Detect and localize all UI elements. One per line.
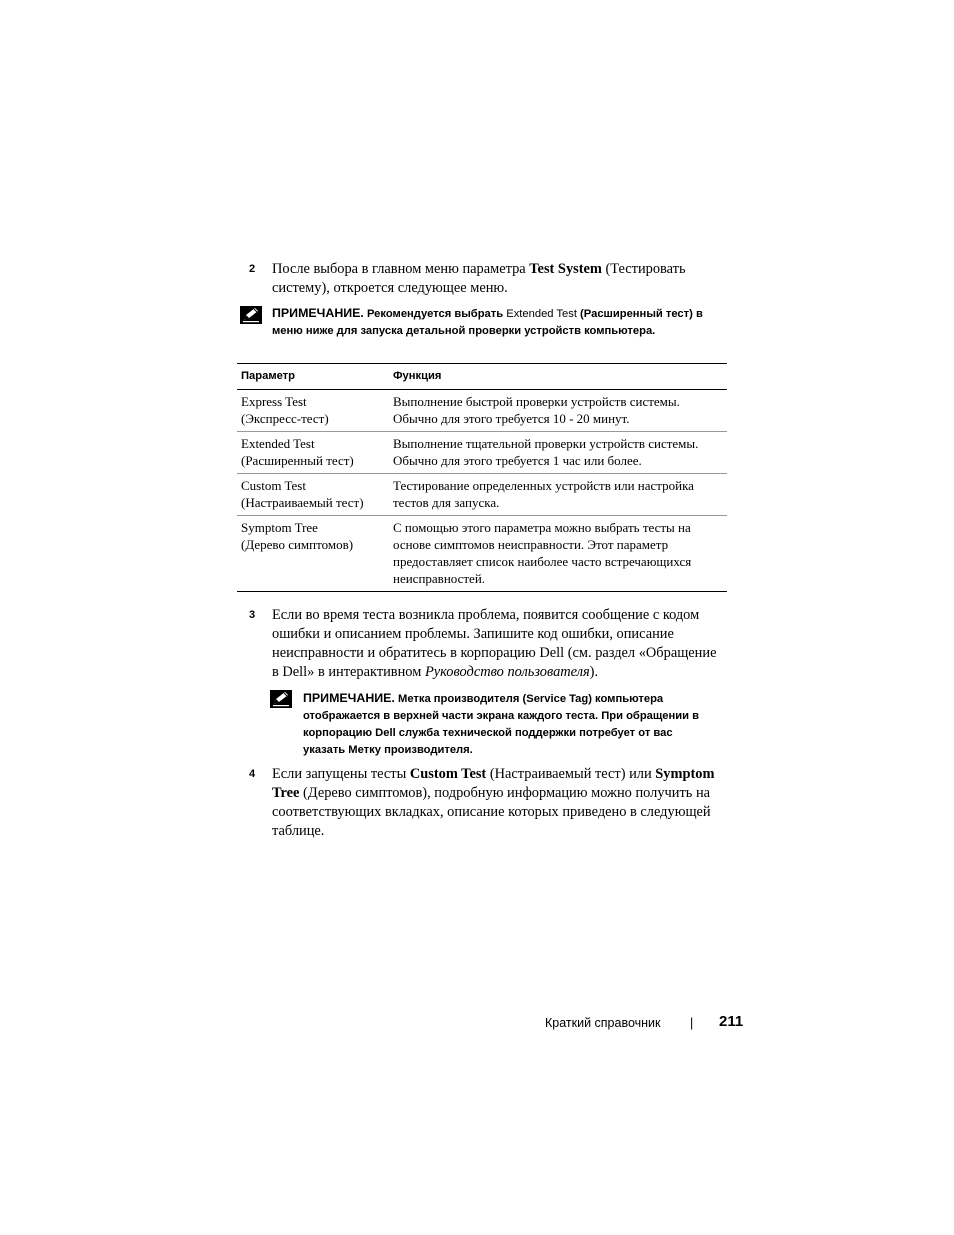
table-row	[237, 516, 727, 592]
page-number: 211	[719, 1013, 744, 1030]
function-cell	[389, 474, 727, 516]
text-line	[272, 625, 716, 644]
parameter-cell	[237, 474, 389, 516]
function-cell	[389, 432, 727, 474]
cell-line: Обычно для этого требуется 10 - 20 минут.	[393, 411, 630, 426]
text-line	[272, 644, 716, 663]
step-text	[272, 260, 686, 298]
table-row	[237, 474, 727, 516]
cell-line: предоставляет список наиболее часто встречающихся	[393, 554, 692, 569]
note-label: ПРИМЕЧАНИЕ.	[272, 306, 364, 320]
text-line	[272, 606, 716, 625]
function-cell	[389, 390, 727, 432]
text-line	[303, 725, 699, 742]
text-run: корпорацию Dell служба технической поддержки потребует от вас	[303, 727, 673, 739]
text-run: систему), откроется следующее меню.	[272, 280, 508, 296]
cell-line: Выполнение тщательной проверки устройств системы.	[393, 436, 699, 451]
cell-line: (Расширенный тест)	[241, 453, 354, 468]
cell-line: Тестирование определенных устройств или настройка	[393, 478, 694, 493]
cell-line: С помощью этого параметра можно выбрать тесты на	[393, 520, 691, 535]
cell-line: (Настраиваемый тест)	[241, 495, 364, 510]
parameter-table	[237, 363, 727, 592]
cell-line: (Экспресс-тест)	[241, 411, 329, 426]
text-run: меню ниже для запуска детальной проверки устройств компьютера.	[272, 325, 656, 337]
text-run: После выбора в главном меню параметра	[272, 261, 530, 277]
step-number: 2	[249, 263, 256, 275]
text-line	[272, 765, 714, 784]
cell-line: неисправностей.	[393, 571, 486, 586]
cell-line: Extended Test	[241, 436, 315, 451]
note-text	[303, 690, 699, 759]
cell-line: основе симптомов неисправности. Этот параметр	[393, 537, 669, 552]
step-number: 3	[249, 609, 256, 621]
text-line	[272, 305, 703, 323]
cell-line: Обычно для этого требуется 1 час или более.	[393, 453, 642, 468]
text-line	[272, 663, 716, 682]
parameter-cell	[237, 390, 389, 432]
note-pencil-icon	[270, 690, 292, 708]
table-header-function: Функция	[393, 370, 442, 382]
text-line	[272, 784, 714, 803]
bold-term: Custom Test	[409, 766, 487, 782]
bold-term: Symptom	[655, 766, 715, 782]
text-run: соответствующих вкладках, описание которых приведено в следующей	[272, 804, 711, 820]
text-run: таблице.	[272, 823, 325, 839]
text-line	[303, 708, 699, 725]
step-text	[272, 765, 714, 841]
parameter-cell	[237, 516, 389, 592]
note-text	[272, 305, 703, 340]
cell-line: Symptom Tree	[241, 520, 318, 535]
footer-section-title: Краткий справочник	[545, 1016, 661, 1030]
text-run: неисправности и обратитесь в корпорацию Dell (см. раздел «Обращение	[272, 645, 717, 661]
italic-term: Руководство пользователя	[424, 664, 590, 680]
text-run: (Расширенный тест) в	[576, 308, 703, 320]
text-run: ).	[589, 664, 599, 680]
function-cell	[389, 516, 727, 592]
text-run: отображается в верхней части экрана каждого теста. При обращении в	[303, 710, 700, 722]
text-line	[272, 323, 703, 340]
cell-line: Custom Test	[241, 478, 306, 493]
regular-term: Extended Test	[506, 308, 577, 320]
cell-line: тестов для запуска.	[393, 495, 500, 510]
text-line	[303, 742, 699, 759]
text-line	[272, 279, 686, 298]
text-run: ошибки и описанием проблемы. Запишите код ошибки, описание	[272, 626, 674, 642]
bold-term: Test System	[529, 261, 602, 277]
cell-line: Express Test	[241, 394, 307, 409]
parameter-cell	[237, 432, 389, 474]
table-row	[237, 432, 727, 474]
text-run: Если во время теста возникла проблема, появится сообщение с кодом	[272, 607, 700, 623]
text-run: Если запущены тесты	[272, 766, 410, 782]
step-text	[272, 606, 716, 682]
table-row	[237, 390, 727, 432]
text-run: (Дерево симптомов), подробную информацию можно получить на	[299, 785, 711, 801]
text-line	[272, 822, 714, 841]
bold-term: Tree	[272, 785, 300, 801]
text-run: Метка производителя (Service Tag) компьютера	[394, 693, 664, 705]
cell-line: Выполнение быстрой проверки устройств системы.	[393, 394, 680, 409]
note-pencil-icon	[240, 306, 262, 324]
text-run: (Тестировать	[601, 261, 686, 277]
footer-separator: |	[690, 1016, 694, 1030]
text-line	[303, 690, 699, 708]
text-run: (Настраиваемый тест) или	[486, 766, 656, 782]
table-header-row	[237, 364, 727, 390]
text-run: Рекомендуется выбрать	[363, 308, 507, 320]
table-header-parameter: Параметр	[241, 370, 295, 382]
note-label: ПРИМЕЧАНИЕ.	[303, 691, 395, 705]
text-line	[272, 803, 714, 822]
cell-line: (Дерево симптомов)	[241, 537, 354, 552]
text-line	[272, 260, 686, 279]
text-run: в Dell» в интерактивном	[272, 664, 425, 680]
text-run: указать Метку производителя.	[303, 744, 473, 756]
step-number: 4	[249, 768, 256, 780]
